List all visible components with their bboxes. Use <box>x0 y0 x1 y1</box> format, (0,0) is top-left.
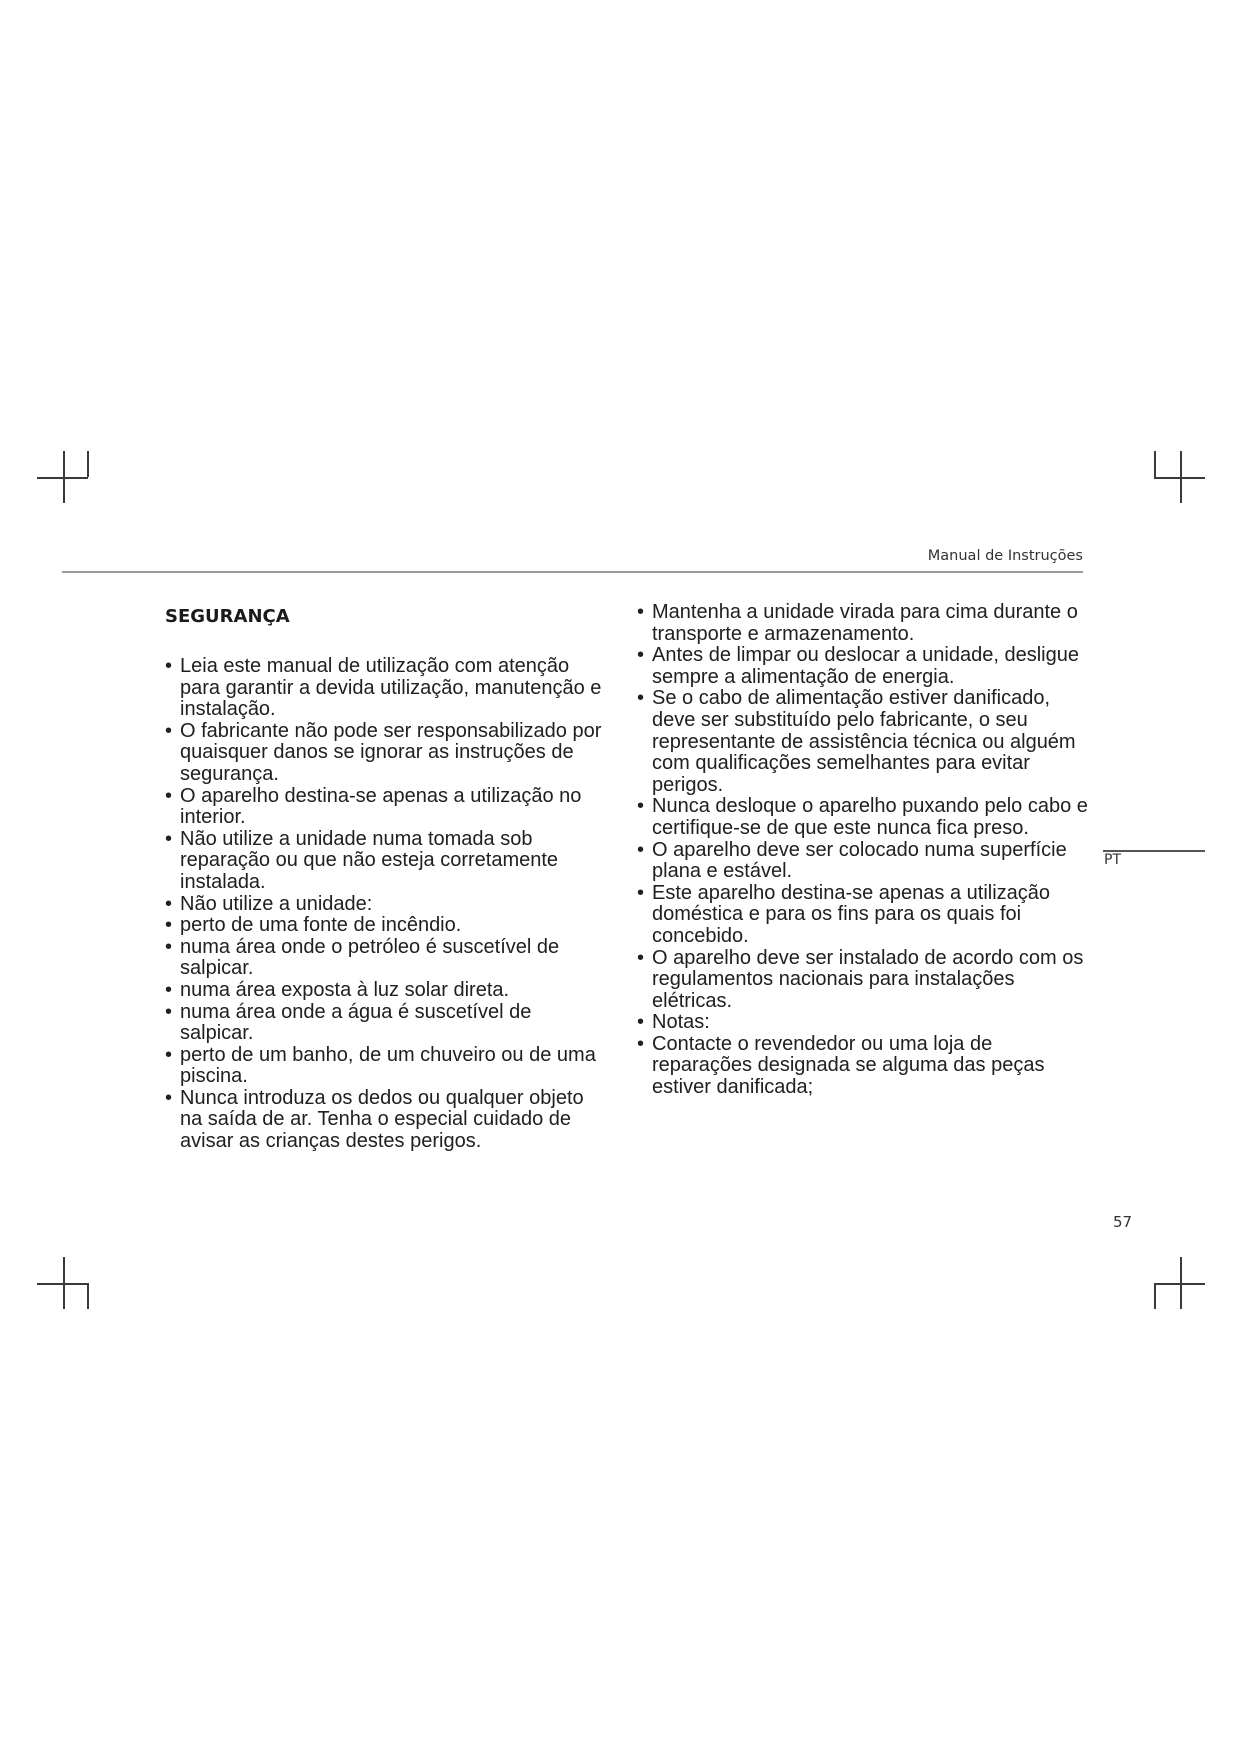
list-item: • Mantenha a unidade virada para cima durante o transporte e armazenamento. <box>637 602 1097 645</box>
list-item: • Antes de limpar ou deslocar a unidade, desligue sempre a alimentação de energia. <box>637 645 1097 688</box>
crop-mark <box>1154 1283 1156 1309</box>
left-column <box>165 602 605 1153</box>
right-column <box>637 602 1097 1099</box>
list-item: • O aparelho deve ser colocado numa superfície plana e estável. <box>637 840 1097 883</box>
crop-mark <box>1180 451 1182 503</box>
safety-list-right <box>637 602 1097 1099</box>
crop-mark <box>87 451 89 477</box>
header-divider <box>62 571 1083 573</box>
list-item: • Contacte o revendedor ou uma loja de reparações designada se alguma das peças estiver danificada; <box>637 1034 1097 1099</box>
list-item: • Leia este manual de utilização com atenção para garantir a devida utilização, manutenção e instalação. <box>165 656 605 721</box>
list-item: • perto de um banho, de um chuveiro ou de uma piscina. <box>165 1045 605 1088</box>
list-item: • perto de uma fonte de incêndio. <box>165 915 605 937</box>
list-item: • Nunca desloque o aparelho puxando pelo cabo e certifique-se de que este nunca fica preso. <box>637 796 1097 839</box>
page-number: 57 <box>1113 1213 1133 1231</box>
crop-mark <box>63 451 65 503</box>
list-item: • Este aparelho destina-se apenas a utilização doméstica e para os fins para os quais foi concebido. <box>637 883 1097 948</box>
list-item: • numa área exposta à luz solar direta. <box>165 980 605 1002</box>
list-item: • Não utilize a unidade numa tomada sob reparação ou que não esteja corretamente instalada. <box>165 829 605 894</box>
crop-mark <box>63 1257 65 1309</box>
crop-mark <box>87 1283 89 1309</box>
header-title: Manual de Instruções <box>927 548 1083 564</box>
language-tab: PT <box>1104 852 1121 868</box>
list-item: • Se o cabo de alimentação estiver danificado, deve ser substituído pelo fabricante, o seu representante de assistência técnica ou alguém com qualificações semelhantes para evitar perigos. <box>637 688 1097 796</box>
list-item: • Notas: <box>637 1012 1097 1034</box>
list-item: • O fabricante não pode ser responsabilizado por quaisquer danos se ignorar as instruções de segurança. <box>165 721 605 786</box>
list-item: • Nunca introduza os dedos ou qualquer objeto na saída de ar. Tenha o especial cuidado de avisar as crianças destes perigos. <box>165 1088 605 1153</box>
list-item: • numa área onde o petróleo é suscetível de salpicar. <box>165 937 605 980</box>
crop-mark <box>1180 1257 1182 1309</box>
list-item: • O aparelho destina-se apenas a utilização no interior. <box>165 786 605 829</box>
crop-mark <box>1154 451 1156 477</box>
list-item: • Não utilize a unidade: <box>165 894 605 916</box>
section-heading: SEGURANÇA <box>165 606 290 627</box>
safety-list-left <box>165 656 605 1153</box>
list-item: • numa área onde a água é suscetível de salpicar. <box>165 1002 605 1045</box>
list-item: • O aparelho deve ser instalado de acordo com os regulamentos nacionais para instalações elétricas. <box>637 948 1097 1013</box>
